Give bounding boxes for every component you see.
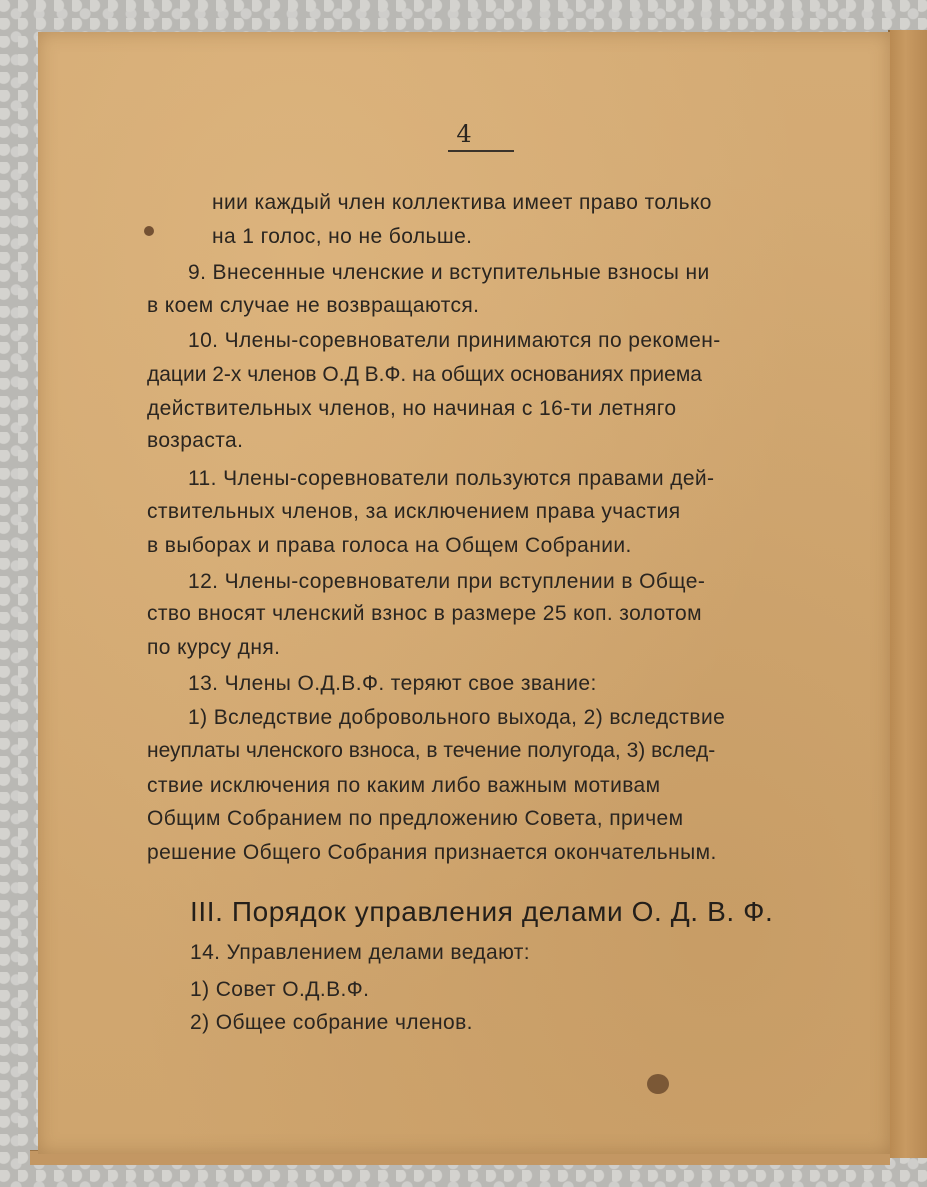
text-line: 10. Члены-соревнователи принимаются по рекомен-	[188, 329, 721, 352]
text-line: в выборах и права голоса на Общем Собрании.	[147, 534, 632, 557]
text-line: возраста.	[147, 429, 244, 452]
text-line: действительных членов, но начиная с 16-ти летняго	[147, 397, 677, 420]
section-heading: III. Порядок управления делами О. Д. В. Ф.	[190, 896, 774, 927]
text-line: неуплаты членского взноса, в течение полугода, 3) вслед-	[147, 739, 716, 762]
text-line: Общим Собранием по предложению Совета, причем	[147, 807, 684, 830]
text-line: ство вносят членский взнос в размере 25 коп. золотом	[147, 602, 702, 625]
text-line: 13. Члены О.Д.В.Ф. теряют свое звание:	[188, 672, 597, 695]
text-line: 2) Общее собрание членов.	[190, 1011, 473, 1034]
text-line: 1) Совет О.Д.В.Ф.	[190, 978, 370, 1001]
text-line: 1) Вследствие добровольного выхода, 2) вследствие	[188, 706, 726, 729]
page-number-rule	[448, 150, 514, 152]
text-line: ствительных членов, за исключением права участия	[147, 500, 681, 523]
text-line: нии каждый член коллектива имеет право только	[212, 191, 712, 214]
page-number: 4	[456, 120, 472, 148]
ink-stain	[647, 1074, 669, 1094]
document-page	[38, 32, 890, 1154]
text-line: 11. Члены-соревнователи пользуются правами дей-	[188, 467, 715, 490]
ink-stain	[144, 226, 154, 236]
text-line: 14. Управлением делами ведают:	[190, 941, 531, 964]
text-line: 9. Внесенные членские и вступительные взносы ни	[188, 261, 710, 284]
text-line: решение Общего Собрания признается окончательным.	[147, 841, 717, 864]
text-line: ствие исключения по каким либо важным мотивам	[147, 774, 661, 797]
text-line: на 1 голос, но не больше.	[212, 225, 473, 248]
text-line: в коем случае не возвращаются.	[147, 294, 480, 317]
text-line: 12. Члены-соревнователи при вступлении в Обще-	[188, 570, 706, 593]
text-line: по курсу дня.	[147, 636, 281, 659]
text-line: дации 2-х членов О.Д В.Ф. на общих основаниях приема	[147, 363, 702, 386]
